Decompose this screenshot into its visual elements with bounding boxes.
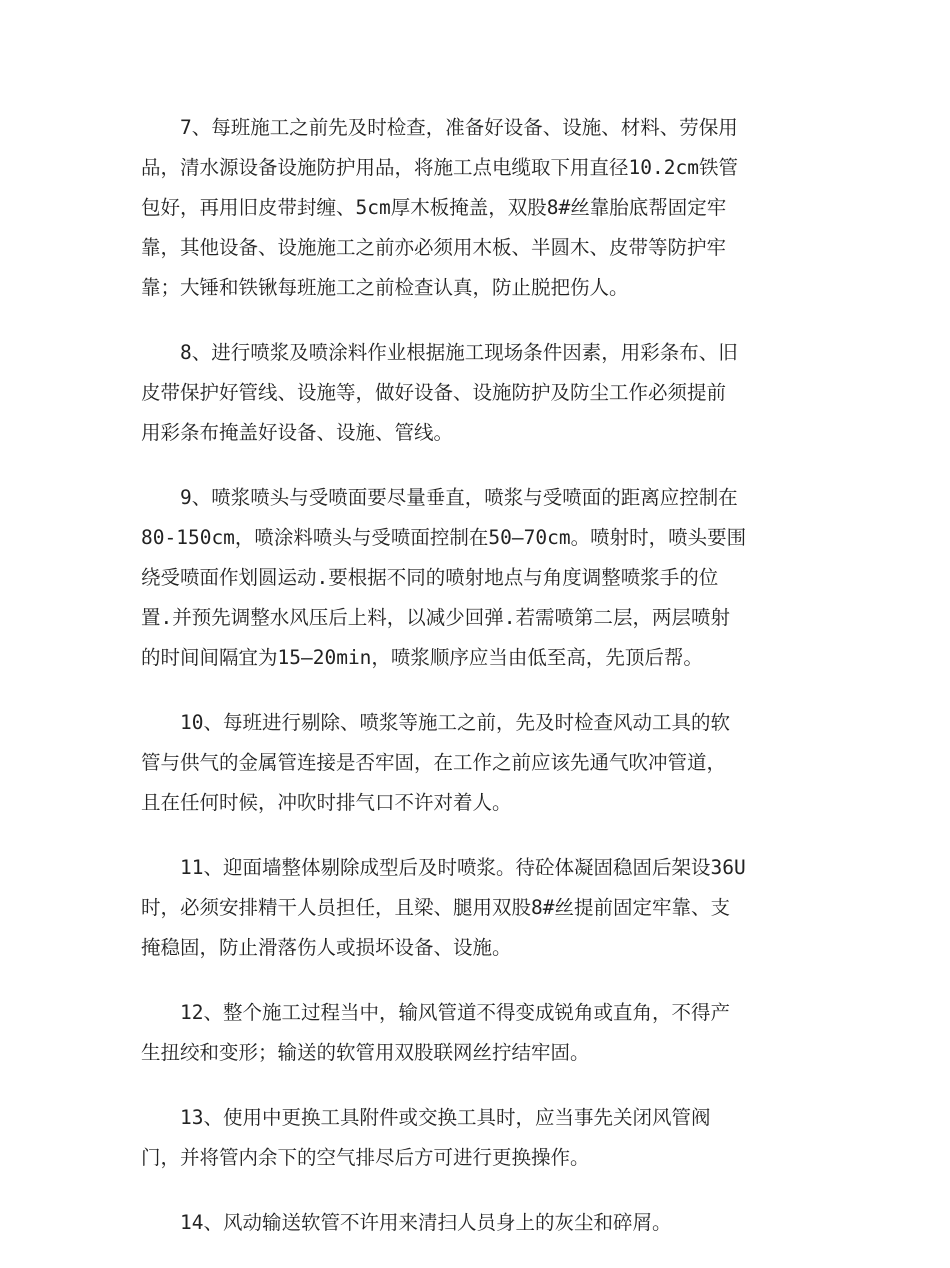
- paragraph-line: 生扭绞和变形；输送的软管用双股联网丝拧结牢固。: [141, 1041, 590, 1064]
- paragraph-line: 绕受喷面作划圆运动.要根据不同的喷射地点与角度调整喷浆手的位: [141, 566, 719, 589]
- paragraph-14: [141, 1203, 811, 1243]
- paragraph-line: 靠；大锤和铁锹每班施工之前检查认真，防止脱把伤人。: [141, 276, 629, 299]
- paragraph-line: 9、喷浆喷头与受喷面要尽量垂直，喷浆与受喷面的距离应控制在: [180, 486, 738, 509]
- paragraph-line: 时，必须安排精干人员担任，且梁、腿用双股8#丝提前固定牢靠、支: [141, 896, 730, 919]
- paragraph-line: 10、每班进行剔除、喷浆等施工之前，先及时检查风动工具的软: [180, 711, 730, 734]
- paragraph-8: [141, 333, 811, 453]
- paragraph-line: 置.并预先调整水风压后上料，以减少回弹.若需喷第二层，两层喷射: [141, 606, 730, 629]
- paragraph-line: 13、使用中更换工具附件或交换工具时，应当事先关闭风管阀: [180, 1106, 711, 1129]
- paragraph-line: 的时间间隔宜为15—20min，喷浆顺序应当由低至高，先顶后帮。: [141, 646, 703, 669]
- paragraph-line: 靠，其他设备、设施施工之前亦必须用木板、半圆木、皮带等防护牢: [141, 236, 727, 259]
- paragraph-10: [141, 703, 811, 823]
- paragraph-line: 7、每班施工之前先及时检查，准备好设备、设施、材料、劳保用: [180, 116, 738, 139]
- paragraph-13: [141, 1098, 811, 1178]
- document-body: [141, 108, 811, 1268]
- paragraph-line: 管与供气的金属管连接是否牢固，在工作之前应该先通气吹冲管道，: [141, 751, 727, 774]
- paragraph-7: [141, 108, 811, 308]
- paragraph-line: 品，清水源设备设施防护用品，将施工点电缆取下用直径10.2cm铁管: [141, 156, 738, 179]
- paragraph-line: 皮带保护好管线、设施等，做好设备、设施防护及防尘工作必须提前: [141, 381, 727, 404]
- paragraph-11: [141, 848, 811, 968]
- paragraph-line: 用彩条布掩盖好设备、设施、管线。: [141, 421, 454, 444]
- paragraph-9: [141, 478, 811, 678]
- paragraph-line: 12、整个施工过程当中，输风管道不得变成锐角或直角，不得产: [180, 1001, 730, 1024]
- paragraph-line: 11、迎面墙整体剔除成型后及时喷浆。待砼体凝固稳固后架设36U: [180, 856, 746, 879]
- paragraph-line: 掩稳固，防止滑落伤人或损坏设备、设施。: [141, 936, 512, 959]
- paragraph-line: 门，并将管内余下的空气排尽后方可进行更换操作。: [141, 1146, 590, 1169]
- paragraph-line: 包好，再用旧皮带封缠、5cm厚木板掩盖，双股8#丝靠胎底帮固定牢: [141, 196, 727, 219]
- paragraph-12: [141, 993, 811, 1073]
- paragraph-line: 8、进行喷浆及喷涂料作业根据施工现场条件因素，用彩条布、旧: [180, 341, 738, 364]
- paragraph-line: 80-150cm，喷涂料喷头与受喷面控制在50—70cm。喷射时，喷头要围: [141, 526, 747, 549]
- paragraph-line: 且在任何时候，冲吹时排气口不许对着人。: [141, 791, 512, 814]
- paragraph-line: 14、风动输送软管不许用来清扫人员身上的灰尘和碎屑。: [180, 1211, 672, 1234]
